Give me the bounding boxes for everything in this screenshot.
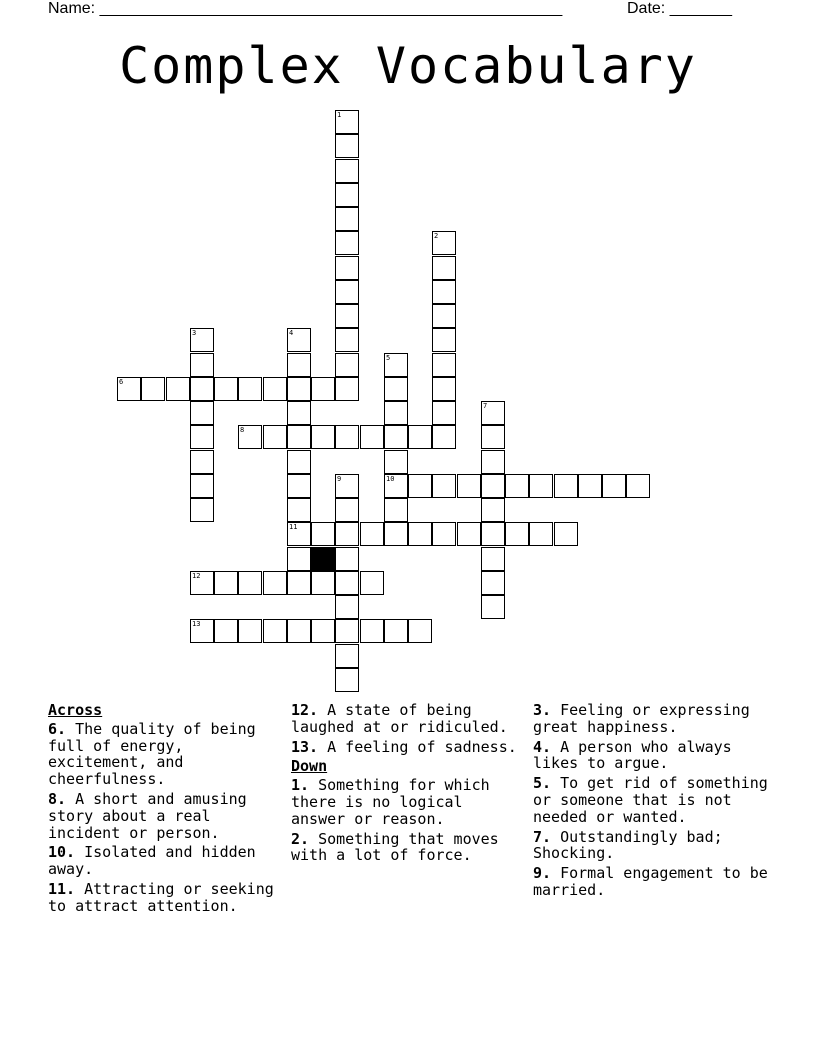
grid-cell[interactable] [384,498,408,522]
grid-cell[interactable] [384,401,408,425]
grid-cell[interactable] [408,474,432,498]
clue-number: 10. [48,843,76,862]
grid-cell[interactable] [408,619,432,643]
grid-cell[interactable] [214,619,238,643]
grid-cell[interactable] [335,619,359,643]
clue-text: Attracting or seeking to attract attention. [48,879,274,915]
grid-cell[interactable] [311,425,335,449]
grid-cell[interactable] [432,231,456,255]
grid-cell[interactable] [554,522,578,546]
clues-column-2 [291,702,519,867]
grid-cell[interactable] [481,474,505,498]
grid-cell[interactable] [432,522,456,546]
date-field[interactable]: Date: _______ [627,0,732,17]
grid-cell[interactable] [384,425,408,449]
grid-cell[interactable] [190,571,214,595]
grid-cell[interactable] [335,280,359,304]
grid-cell[interactable] [335,644,359,668]
grid-cell[interactable] [335,571,359,595]
grid-cell[interactable] [432,256,456,280]
cell-number: 9 [337,475,342,483]
clue-text: Feeling or expressing great happiness. [533,701,750,736]
grid-cell[interactable] [166,377,190,401]
grid-cell[interactable] [238,377,262,401]
grid-cell[interactable] [432,353,456,377]
grid-cell[interactable] [335,207,359,231]
grid-cell[interactable] [384,450,408,474]
grid-cell[interactable] [117,377,141,401]
clue-text: To get rid of something or someone that is not needed or wanted. [533,774,768,826]
grid-cell[interactable] [481,425,505,449]
grid-cell[interactable] [457,474,481,498]
grid-cell[interactable] [529,474,553,498]
grid-cell[interactable] [335,595,359,619]
grid-cell[interactable] [311,571,335,595]
grid-cell[interactable] [335,522,359,546]
clue-text: Formal engagement to be married. [533,864,768,899]
grid-cell[interactable] [384,474,408,498]
grid-cell[interactable] [190,328,214,352]
grid-cell[interactable] [335,547,359,571]
grid-cell[interactable] [505,474,529,498]
clue-number: 13. [291,737,319,756]
grid-cell[interactable] [432,401,456,425]
grid-cell[interactable] [190,474,214,498]
clue-number: 4. [533,737,552,756]
grid-cell[interactable] [505,522,529,546]
grid-cell[interactable] [335,425,359,449]
grid-cell[interactable] [481,547,505,571]
grid-cell[interactable] [263,571,287,595]
clue-number: 12. [291,701,319,719]
clue-number: 6. [48,719,67,738]
grid-cell[interactable] [481,401,505,425]
grid-cell[interactable] [481,595,505,619]
clue-down-4 [533,739,773,773]
grid-cell[interactable] [311,619,335,643]
grid-cell[interactable] [432,377,456,401]
grid-cell[interactable] [335,668,359,692]
clue-down-1 [291,777,519,827]
grid-cell[interactable] [529,522,553,546]
cell-number: 3 [192,329,197,337]
grid-cell[interactable] [190,401,214,425]
grid-cell[interactable] [335,377,359,401]
grid-cell[interactable] [214,571,238,595]
clue-text: Isolated and hidden away. [48,843,256,879]
grid-cell[interactable] [408,522,432,546]
clue-text: The quality of being full of energy, excitement, and cheerfulness. [48,719,256,789]
grid-cell[interactable] [287,619,311,643]
grid-cell[interactable] [360,522,384,546]
grid-cell[interactable] [335,474,359,498]
grid-cell[interactable] [578,474,602,498]
cell-number: 6 [119,378,124,386]
grid-cell[interactable] [335,110,359,134]
grid-cell[interactable] [311,522,335,546]
grid-cell[interactable] [214,377,238,401]
grid-cell[interactable] [287,498,311,522]
grid-cell[interactable] [238,571,262,595]
grid-cell[interactable] [432,474,456,498]
grid-cell[interactable] [287,474,311,498]
grid-cell[interactable] [141,377,165,401]
across-heading: Across [48,701,103,719]
clue-number: 7. [533,827,552,846]
grid-cell[interactable] [190,377,214,401]
clue-text: Something for which there is no logical answer or reason. [291,776,490,828]
grid-cell[interactable] [311,377,335,401]
grid-cell[interactable] [287,377,311,401]
clue-down-2 [291,831,519,865]
grid-cell[interactable] [263,425,287,449]
cell-number: 5 [386,354,391,362]
grid-cell[interactable] [384,522,408,546]
cell-number: 12 [192,572,201,580]
filled-cell [311,547,335,571]
grid-cell[interactable] [190,619,214,643]
clues-column-1 [48,702,278,918]
cell-number: 1 [337,111,342,119]
grid-cell[interactable] [384,353,408,377]
grid-cell[interactable] [190,498,214,522]
grid-cell[interactable] [190,353,214,377]
clue-text: A state of being laughed at or ridiculed. [291,701,508,736]
grid-cell[interactable] [335,256,359,280]
grid-cell[interactable] [384,619,408,643]
clue-text: A short and amusing story about a real incident or person. [48,789,247,842]
page-title: Complex Vocabulary [119,37,697,95]
grid-cell[interactable] [335,304,359,328]
grid-cell[interactable] [481,522,505,546]
grid-cell[interactable] [408,425,432,449]
grid-cell[interactable] [335,353,359,377]
grid-cell[interactable] [432,280,456,304]
grid-cell[interactable] [287,401,311,425]
grid-cell[interactable] [360,619,384,643]
clue-across-13 [291,739,519,756]
clues-column-3 [533,702,773,902]
grid-cell[interactable] [554,474,578,498]
clue-across-10 [48,844,278,878]
grid-cell[interactable] [335,134,359,158]
grid-cell[interactable] [335,231,359,255]
grid-cell[interactable] [238,425,262,449]
grid-cell[interactable] [335,498,359,522]
cell-number: 7 [483,402,488,410]
clue-down-9 [533,865,773,899]
clue-down-7 [533,829,773,863]
clue-number: 1. [291,776,310,795]
clue-number: 3. [533,701,552,719]
grid-cell[interactable] [335,328,359,352]
clue-text: A feeling of sadness. [327,737,517,756]
grid-cell[interactable] [384,377,408,401]
clue-number: 9. [533,864,552,883]
grid-cell[interactable] [287,547,311,571]
grid-cell[interactable] [238,619,262,643]
clue-down-3 [533,702,773,736]
grid-cell[interactable] [432,328,456,352]
grid-cell[interactable] [335,183,359,207]
grid-cell[interactable] [287,522,311,546]
clue-number: 8. [48,789,67,808]
grid-cell[interactable] [335,159,359,183]
grid-cell[interactable] [263,619,287,643]
grid-cell[interactable] [190,450,214,474]
clue-text: A person who always likes to argue. [533,737,732,773]
clue-text: Outstandingly bad; Shocking. [533,827,723,863]
cell-number: 10 [386,475,395,483]
grid-cell[interactable] [481,571,505,595]
grid-cell[interactable] [360,425,384,449]
cell-number: 2 [434,232,439,240]
grid-cell[interactable] [287,425,311,449]
clue-number: 11. [48,879,76,898]
clue-text: Something that moves with a lot of force. [291,829,499,865]
grid-cell[interactable] [602,474,626,498]
grid-cell[interactable] [190,425,214,449]
grid-cell[interactable] [360,571,384,595]
clue-number: 5. [533,774,552,793]
grid-cell[interactable] [287,353,311,377]
grid-cell[interactable] [481,450,505,474]
grid-cell[interactable] [432,425,456,449]
grid-cell[interactable] [263,377,287,401]
clue-across-12 [291,702,519,736]
grid-cell[interactable] [287,571,311,595]
grid-cell[interactable] [626,474,650,498]
cell-number: 4 [289,329,294,337]
clue-across-8 [48,791,278,841]
clue-across-11 [48,881,278,915]
cell-number: 11 [289,523,298,531]
name-field[interactable]: Name: ____________________________________________________ [48,0,563,17]
clue-number: 2. [291,829,310,848]
grid-cell[interactable] [432,304,456,328]
grid-cell[interactable] [287,328,311,352]
clue-down-5 [533,775,773,825]
grid-cell[interactable] [481,498,505,522]
grid-cell[interactable] [287,450,311,474]
clue-across-6 [48,721,278,788]
grid-cell[interactable] [457,522,481,546]
cell-number: 13 [192,620,201,628]
cell-number: 8 [240,426,245,434]
down-heading: Down [291,757,328,776]
